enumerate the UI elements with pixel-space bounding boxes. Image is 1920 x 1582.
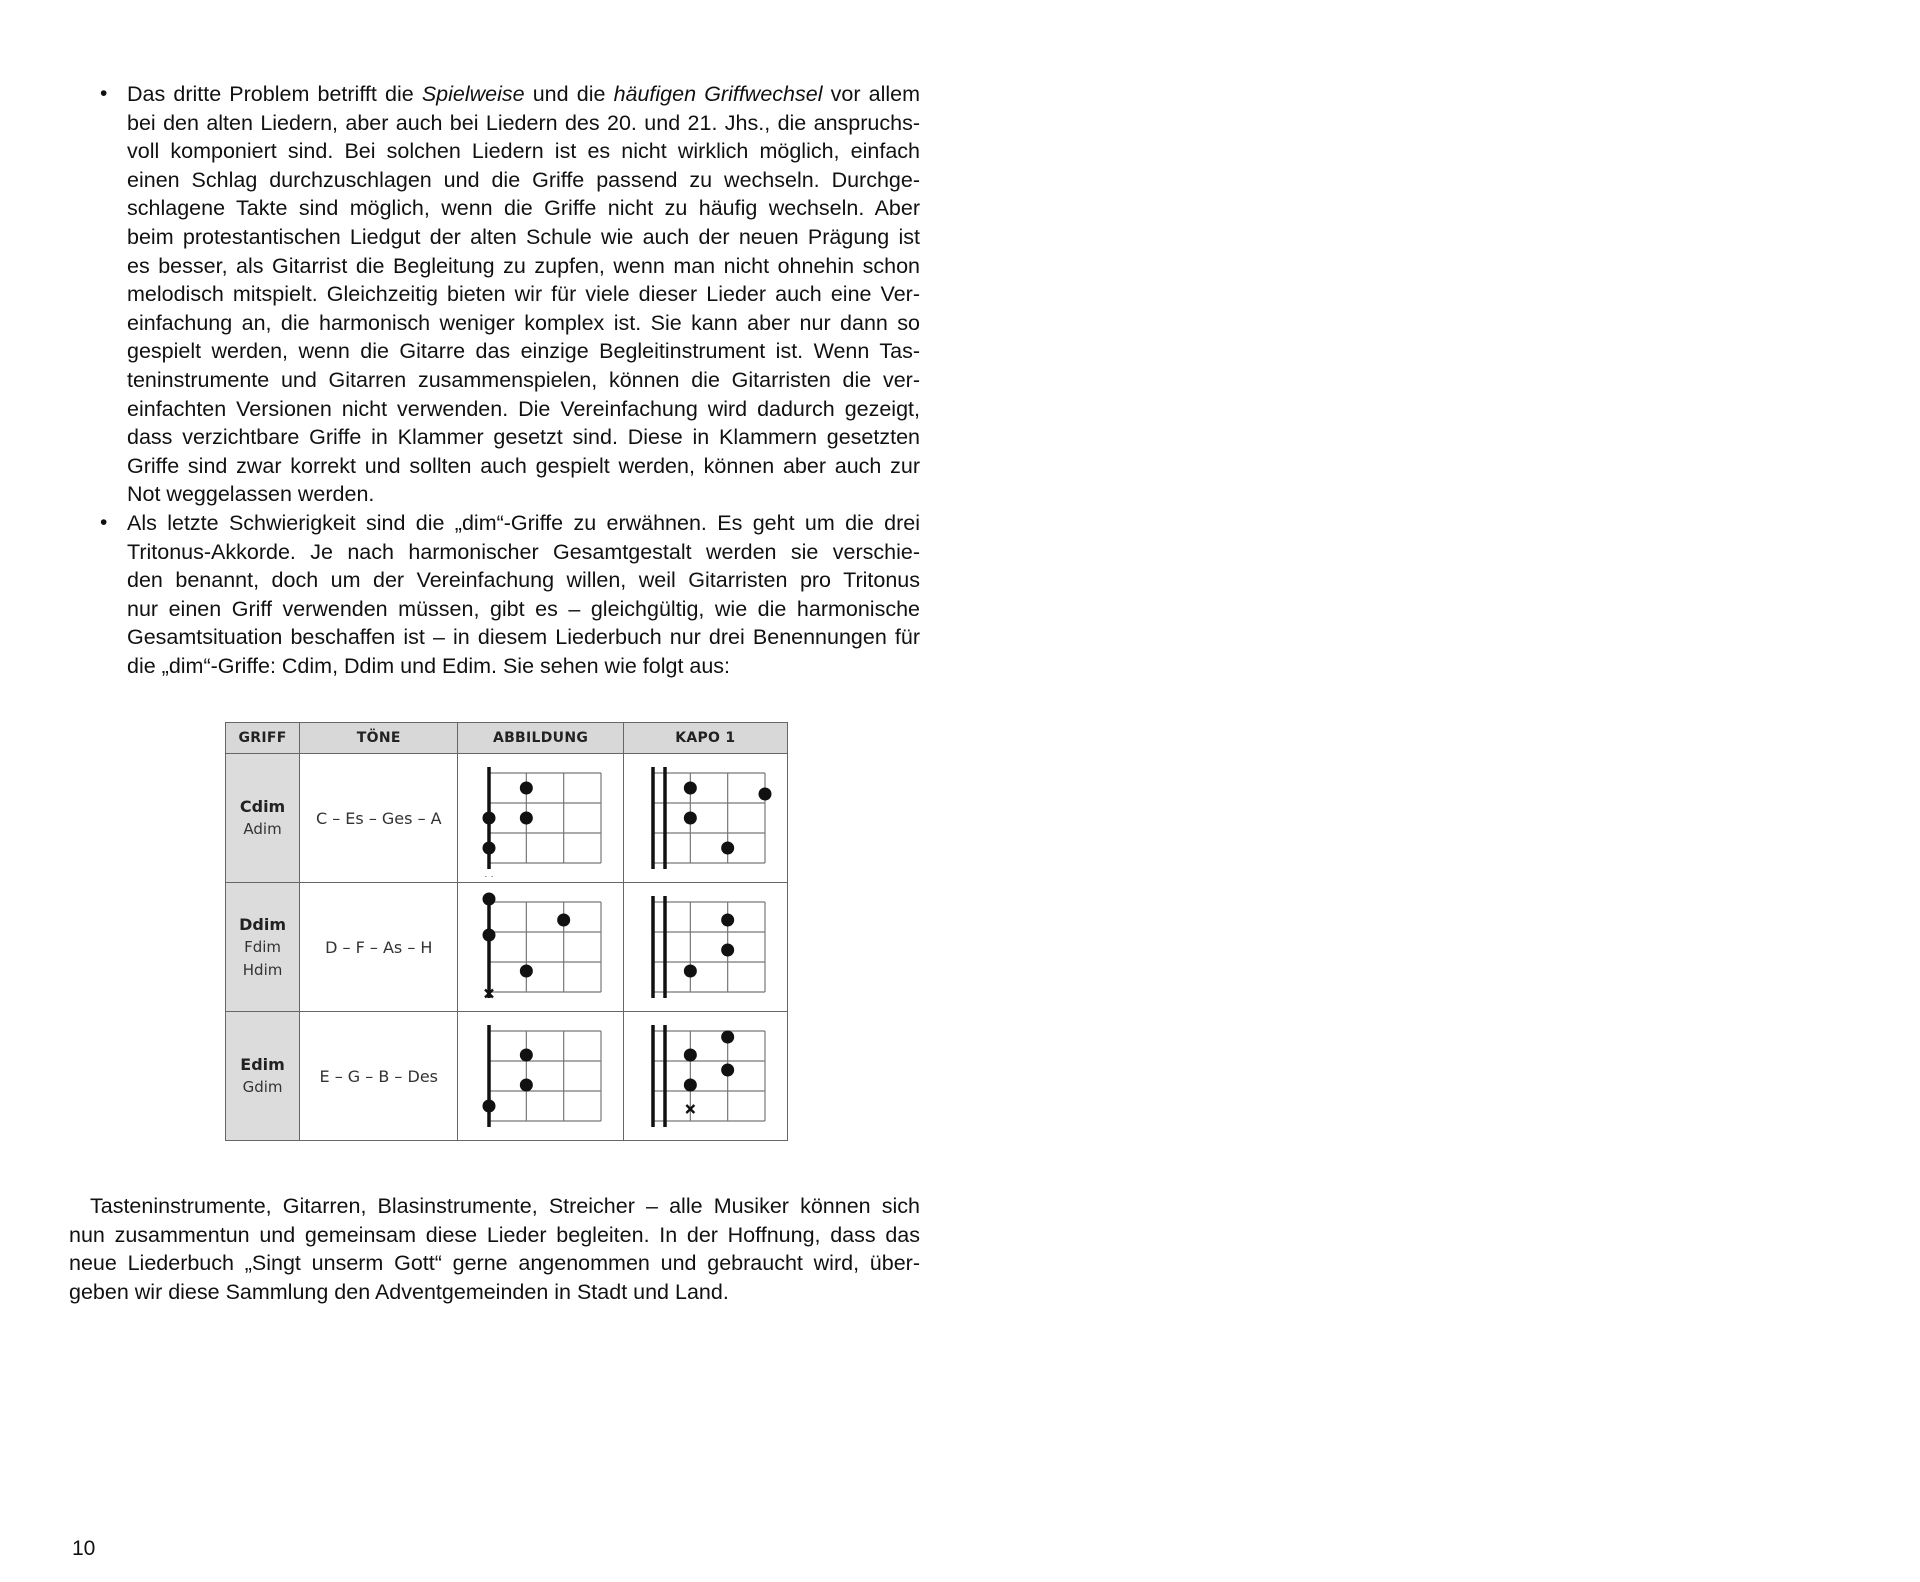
chord-alt-name: Adim <box>243 820 282 838</box>
chord-alt-name: Hdim <box>242 960 283 979</box>
text-line <box>127 566 920 595</box>
text-line <box>127 538 920 567</box>
toene-cell: C – Es – Ges – A <box>300 754 458 883</box>
text-segment: einen Schlag durchzuschlagen und die Griffe passend zu wechseln. Durchge- <box>127 167 920 192</box>
finger-dot <box>684 782 697 795</box>
finger-dot <box>722 914 735 927</box>
griff-cell <box>226 1012 300 1141</box>
text-segment: schlagene Takte sind möglich, wenn die Griffe nicht zu häufig wechseln. Aber <box>127 196 920 221</box>
text-segment: einfachten Versionen nicht verwenden. Die Vereinfachung wird dadurch gezeigt, <box>127 396 920 421</box>
header-toene: TÖNE <box>300 723 458 754</box>
finger-dot <box>482 842 495 855</box>
text-line <box>127 652 920 681</box>
text-line: nun zusammentun und gemeinsam diese Lieder begleiten. In der Hoffnung, dass das <box>69 1222 920 1247</box>
chord-row-ddim <box>226 883 788 1012</box>
text-line <box>127 80 920 109</box>
text-segment: Griffe sind zwar korrekt und sollten auch gespielt werden, können aber auch zur <box>127 453 920 478</box>
capo-chord-diagram <box>635 1017 775 1135</box>
finger-dot <box>519 965 532 978</box>
kapo-cell <box>623 1012 787 1141</box>
text-line <box>127 252 920 281</box>
text-segment: gespielt werden, wenn die Gitarre das einzige Begleitinstrument ist. Wenn Tas- <box>127 339 920 364</box>
chord-name: Edim <box>240 1055 285 1074</box>
kapo-cell <box>623 883 787 1012</box>
text-segment: Gesamtsituation beschaffen ist – in diesem Liederbuch nur drei Benennungen für <box>127 625 920 650</box>
text-segment: beim protestantischen Liedgut der alten Schule wie auch der neuen Prägung ist <box>127 224 920 249</box>
finger-dot <box>722 1031 735 1044</box>
emphasis-text: häufigen Griffwechsel <box>613 82 823 106</box>
dim-chord-table <box>225 722 788 1141</box>
text-segment: Not weggelassen werden. <box>127 482 375 507</box>
griff-cell <box>226 754 300 883</box>
griff-cell <box>226 883 300 1012</box>
bullet-paragraph <box>127 509 920 681</box>
table-header-row <box>226 723 788 754</box>
text-segment: Das dritte Problem betrifft die <box>127 82 422 106</box>
chord-row-cdim <box>226 754 788 883</box>
text-segment: voll komponiert sind. Bei solchen Liedern ist es nicht wirklich möglich, einfach <box>127 139 920 164</box>
chord-diagram <box>471 1017 611 1135</box>
text-line <box>127 309 920 338</box>
chord-diagram <box>471 888 611 1006</box>
text-line: Tasteninstrumente, Gitarren, Blasinstrumente, Streicher – alle Musiker können sich <box>90 1194 920 1218</box>
header-griff: GRIFF <box>226 723 300 754</box>
emphasis-text: Spielweise <box>421 82 525 106</box>
text-line <box>127 395 920 424</box>
text-segment: es besser, als Gitarrist die Begleitung zu zupfen, wenn man nicht ohnehin schon <box>127 253 920 278</box>
capo-chord-diagram <box>635 759 775 877</box>
text-line <box>127 509 920 538</box>
finger-dot <box>759 788 772 801</box>
chord-alt-name: Gdim <box>242 1078 283 1096</box>
text-line <box>127 337 920 366</box>
finger-dot <box>482 929 495 942</box>
finger-dot <box>684 1079 697 1092</box>
text-line <box>127 166 920 195</box>
abbildung-cell <box>458 754 623 883</box>
chord-name: Ddim <box>239 914 286 934</box>
header-abbildung: ABBILDUNG <box>458 723 623 754</box>
finger-dot <box>684 965 697 978</box>
text-segment: teninstrumente und Gitarren zusammenspielen, können die Gitarristen die ver- <box>127 367 920 392</box>
text-line <box>127 366 920 395</box>
finger-dot <box>722 1064 735 1077</box>
text-line <box>127 423 920 452</box>
finger-dot <box>519 1049 532 1062</box>
bullet-item-play-style <box>100 80 920 509</box>
text-line <box>127 480 920 509</box>
finger-dot <box>684 1049 697 1062</box>
finger-dot <box>482 893 495 906</box>
abbildung-cell <box>458 883 623 1012</box>
finger-dot <box>722 842 735 855</box>
text-segment: vor allem <box>822 82 920 106</box>
table-body <box>226 754 788 1141</box>
toene-cell: D – F – As – H <box>300 883 458 1012</box>
text-line <box>127 623 920 652</box>
text-segment: Tritonus-Akkorde. Je nach harmonischer Gesamtgestalt werden sie verschie- <box>127 539 920 564</box>
text-line <box>127 280 920 309</box>
text-segment: dass verzichtbare Griffe in Klammer gesetzt sind. Diese in Klammern gesetzten <box>127 425 920 450</box>
kapo-cell <box>623 754 787 883</box>
text-line <box>127 452 920 481</box>
text-line <box>127 223 920 252</box>
bullet-item-dim-chords <box>100 509 920 681</box>
text-segment: den benannt, doch um der Vereinfachung willen, weil Gitarristen pro Tritonus <box>127 568 920 593</box>
text-line <box>127 194 920 223</box>
text-segment: die „dim“-Griffe: Cdim, Ddim und Edim. Sie sehen wie folgt aus: <box>127 653 731 678</box>
finger-dot <box>482 812 495 825</box>
chord-name: Cdim <box>239 797 286 816</box>
chord-row-edim <box>226 1012 788 1141</box>
finger-dot <box>684 812 697 825</box>
bullet-list <box>100 80 920 680</box>
finger-dot <box>519 1079 532 1092</box>
header-kapo: KAPO 1 <box>623 723 787 754</box>
text-segment: und die <box>524 82 614 106</box>
text-line: neue Liederbuch „Singt unserm Gott“ gerne angenommen und gebraucht wird, über- <box>69 1251 920 1276</box>
chord-alt-name: Fdim <box>244 937 282 956</box>
finger-dot <box>557 914 570 927</box>
page-number: 10 <box>72 1537 96 1560</box>
text-line: geben wir diese Sammlung den Adventgemeinden in Stadt und Land. <box>69 1279 729 1304</box>
text-segment: Als letzte Schwierigkeit sind die „dim“-Griffe zu erwähnen. Es geht um die drei <box>127 510 920 535</box>
text-segment: bei den alten Liedern, aber auch bei Liedern des 20. und 21. Jhs., die anspruchs- <box>127 110 920 135</box>
chord-diagram <box>471 759 611 877</box>
text-segment: nur einen Griff verwenden müssen, gibt es – gleichgültig, wie die harmonische <box>127 596 920 621</box>
capo-chord-diagram <box>635 888 775 1006</box>
closing-paragraph <box>69 1192 920 1306</box>
text-segment: einfachung an, die harmonisch weniger komplex ist. Sie kann aber nur dann so <box>127 310 920 335</box>
finger-dot <box>519 782 532 795</box>
finger-dot <box>519 812 532 825</box>
finger-dot <box>722 944 735 957</box>
finger-dot <box>482 1100 495 1113</box>
text-segment: melodisch mitspielt. Gleichzeitig bieten wir für viele dieser Lieder auch eine Ver- <box>127 282 920 307</box>
toene-cell: E – G – B – Des <box>300 1012 458 1141</box>
text-line <box>127 595 920 624</box>
bullet-paragraph <box>127 80 920 509</box>
abbildung-cell <box>458 1012 623 1141</box>
text-line <box>127 109 920 138</box>
text-line <box>127 137 920 166</box>
